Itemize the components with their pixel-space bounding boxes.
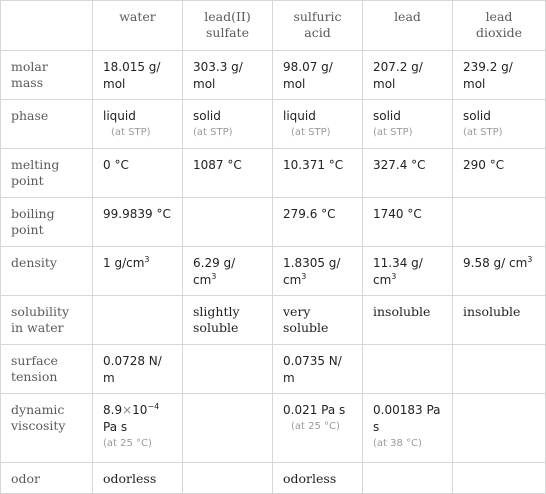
table-cell: 0 °C bbox=[93, 149, 183, 198]
table-cell: 98.07 g/ mol bbox=[273, 51, 363, 100]
header-row bbox=[1, 1, 546, 51]
cell-value: 11.34 g/ cm bbox=[373, 256, 423, 287]
cell-note: (at 38 °C) bbox=[373, 438, 422, 449]
table-cell bbox=[363, 247, 453, 296]
row-header-molar-mass: molar mass bbox=[1, 51, 93, 100]
cell-note: (at STP) bbox=[463, 127, 503, 138]
viscosity-base: 10 bbox=[132, 403, 148, 417]
table-cell bbox=[183, 345, 273, 394]
cell-value: solid bbox=[373, 109, 401, 123]
cell-value: liquid bbox=[103, 109, 136, 123]
table-cell bbox=[273, 247, 363, 296]
cell-value: solid bbox=[193, 109, 221, 123]
table-cell bbox=[453, 247, 546, 296]
exponent: 3 bbox=[527, 255, 533, 264]
table-cell bbox=[453, 100, 546, 149]
column-header-lead-dioxide: lead dioxide bbox=[453, 1, 546, 51]
table-row bbox=[1, 296, 546, 345]
exponent: 3 bbox=[301, 272, 307, 281]
column-header-lead-ii-sulfate: lead(II) sulfate bbox=[183, 1, 273, 51]
table-cell bbox=[93, 100, 183, 149]
cell-note: (at 25 °C) bbox=[291, 421, 340, 432]
corner-cell bbox=[1, 1, 93, 51]
table-row bbox=[1, 394, 546, 463]
column-header-sulfuric-acid: sulfuric acid bbox=[273, 1, 363, 51]
table-cell bbox=[363, 394, 453, 463]
exponent: 3 bbox=[144, 255, 150, 264]
table-cell: insoluble bbox=[363, 296, 453, 345]
table-cell bbox=[93, 247, 183, 296]
table-cell: 0.0728 N/ m bbox=[93, 345, 183, 394]
cell-value: 1 g/cm bbox=[103, 256, 145, 270]
table-cell bbox=[183, 100, 273, 149]
cell-value: 0.021 Pa s bbox=[283, 403, 346, 417]
row-header-dynamic-viscosity: dynamic viscosity bbox=[1, 394, 93, 463]
table-cell bbox=[183, 198, 273, 247]
table-cell: slightly soluble bbox=[183, 296, 273, 345]
table-cell: 303.3 g/ mol bbox=[183, 51, 273, 100]
cell-note: (at 25 °C) bbox=[103, 438, 152, 449]
row-header-solubility-in-water: solubility in water bbox=[1, 296, 93, 345]
table-cell: 279.6 °C bbox=[273, 198, 363, 247]
table-cell bbox=[183, 247, 273, 296]
table-row bbox=[1, 51, 546, 100]
table-cell: 207.2 g/ mol bbox=[363, 51, 453, 100]
table-cell: 10.371 °C bbox=[273, 149, 363, 198]
row-header-boiling-point: boiling point bbox=[1, 198, 93, 247]
table-cell: 18.015 g/ mol bbox=[93, 51, 183, 100]
exponent: 3 bbox=[211, 272, 217, 281]
table-cell bbox=[273, 394, 363, 463]
viscosity-mantissa: 8.9 bbox=[103, 403, 123, 417]
column-header-water: water bbox=[93, 1, 183, 51]
cell-value: 0.00183 Pa s bbox=[373, 403, 441, 434]
cell-value: liquid bbox=[283, 109, 316, 123]
table-cell bbox=[363, 100, 453, 149]
cell-value: 9.58 g/ cm bbox=[463, 256, 528, 270]
cell-note: (at STP) bbox=[373, 127, 413, 138]
cell-value: solid bbox=[463, 109, 491, 123]
table-cell: insoluble bbox=[453, 296, 546, 345]
cell-note: (at STP) bbox=[291, 127, 331, 138]
row-header-odor: odor bbox=[1, 463, 93, 494]
table-cell bbox=[363, 345, 453, 394]
table-row bbox=[1, 198, 546, 247]
table-cell bbox=[93, 394, 183, 463]
table-cell: 290 °C bbox=[453, 149, 546, 198]
table-cell bbox=[453, 345, 546, 394]
table-cell bbox=[93, 296, 183, 345]
table-row bbox=[1, 149, 546, 198]
table-cell: 327.4 °C bbox=[363, 149, 453, 198]
table-cell: very soluble bbox=[273, 296, 363, 345]
table-cell bbox=[453, 463, 546, 494]
table-row bbox=[1, 247, 546, 296]
exponent: −4 bbox=[147, 402, 160, 411]
table-cell: odorless bbox=[93, 463, 183, 494]
column-header-lead: lead bbox=[363, 1, 453, 51]
table-cell bbox=[453, 198, 546, 247]
table-row bbox=[1, 345, 546, 394]
table-cell: 99.9839 °C bbox=[93, 198, 183, 247]
times-sign: × bbox=[122, 403, 133, 417]
cell-value: 1.8305 g/ cm bbox=[283, 256, 341, 287]
table-cell bbox=[453, 394, 546, 463]
table-cell bbox=[183, 463, 273, 494]
cell-value: 6.29 g/ cm bbox=[193, 256, 236, 287]
row-header-phase: phase bbox=[1, 100, 93, 149]
row-header-surface-tension: surface tension bbox=[1, 345, 93, 394]
table-cell: 1087 °C bbox=[183, 149, 273, 198]
table-row bbox=[1, 463, 546, 494]
table-cell: odorless bbox=[273, 463, 363, 494]
table-cell bbox=[273, 100, 363, 149]
row-header-melting-point: melting point bbox=[1, 149, 93, 198]
cell-note: (at STP) bbox=[111, 127, 151, 138]
table-cell: 1740 °C bbox=[363, 198, 453, 247]
table-cell bbox=[363, 463, 453, 494]
viscosity-unit: Pa s bbox=[103, 420, 128, 434]
table-cell: 239.2 g/ mol bbox=[453, 51, 546, 100]
table-cell bbox=[183, 394, 273, 463]
row-header-density: density bbox=[1, 247, 93, 296]
cell-note: (at STP) bbox=[193, 127, 233, 138]
table-cell: 0.0735 N/ m bbox=[273, 345, 363, 394]
table-row bbox=[1, 100, 546, 149]
exponent: 3 bbox=[391, 272, 397, 281]
